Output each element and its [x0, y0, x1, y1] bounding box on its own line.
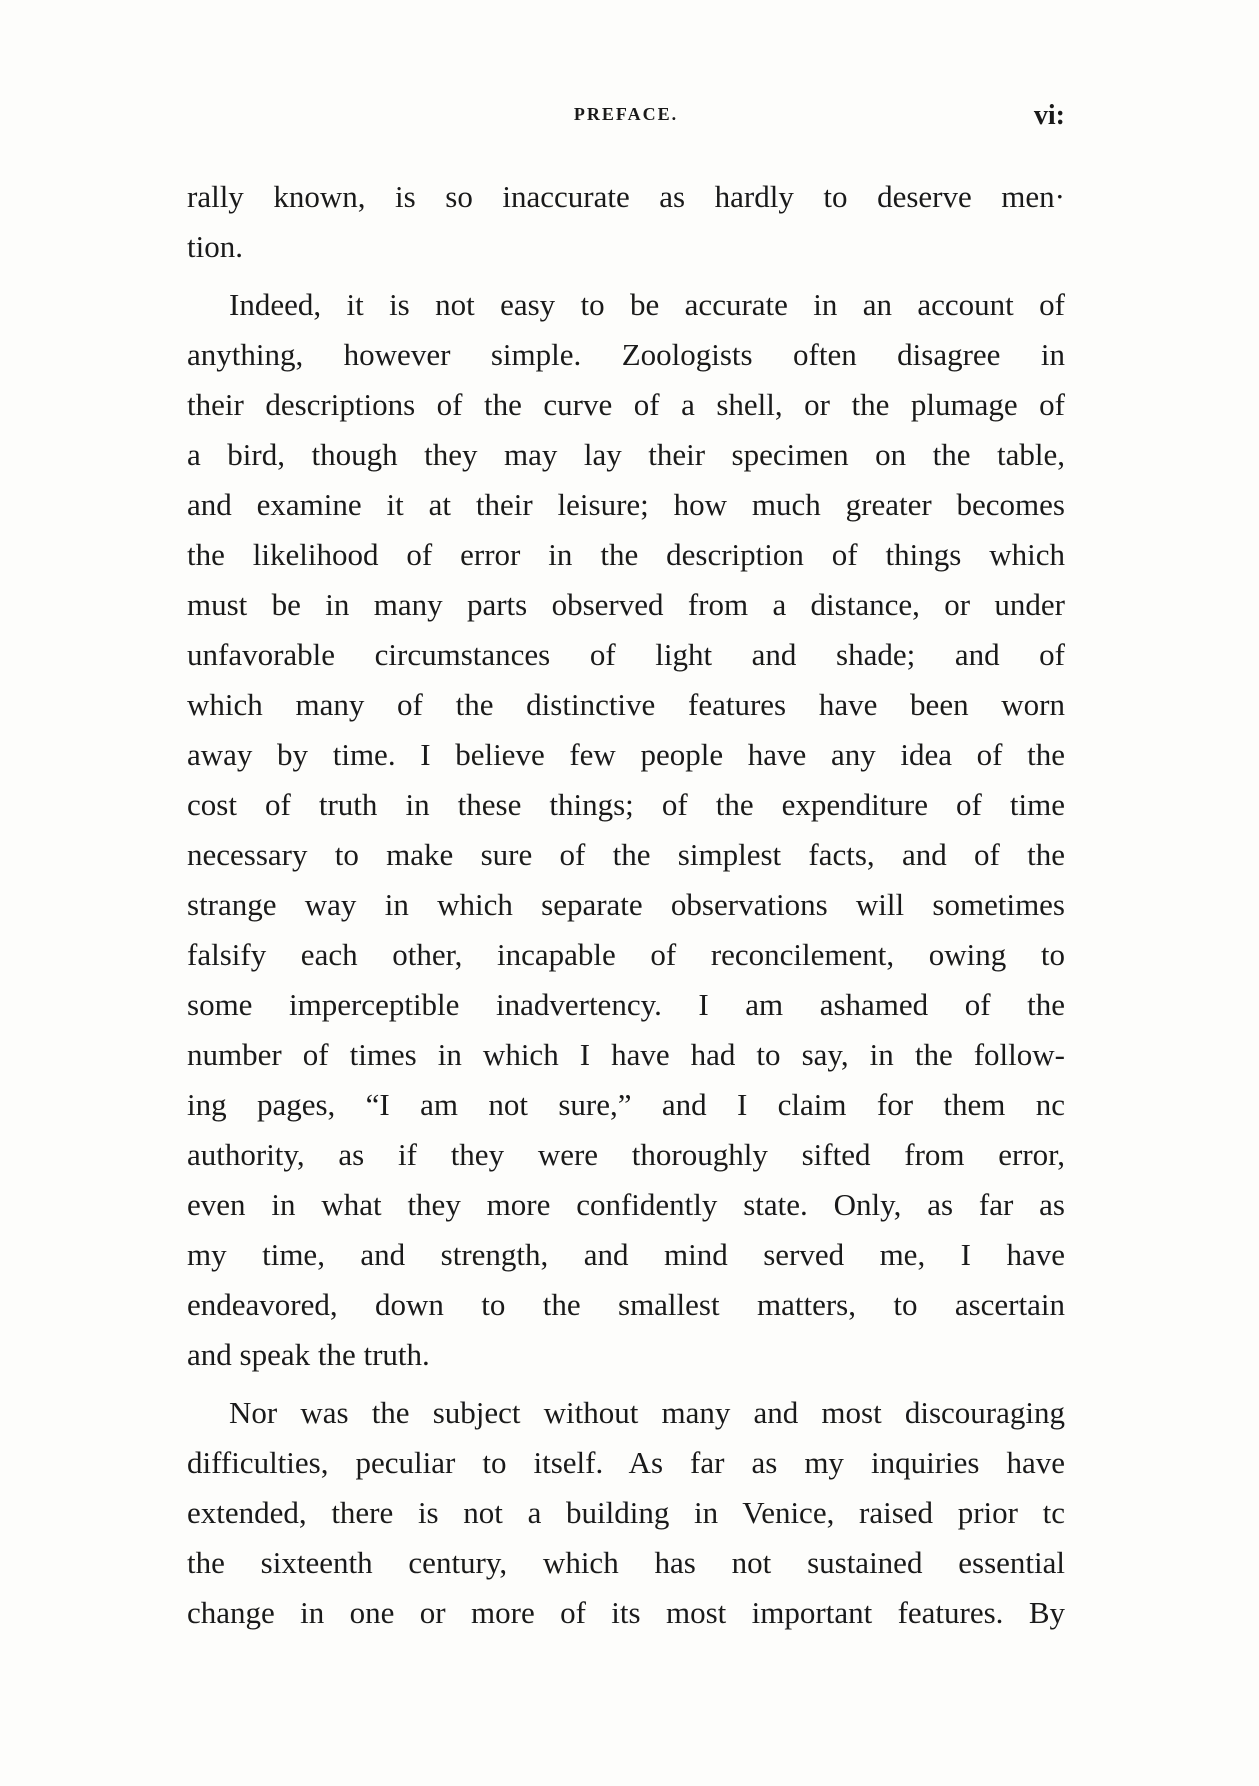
text-line: which many of the distinctive features have been worn	[187, 687, 1065, 722]
text-line: the likelihood of error in the description of things which	[187, 537, 1065, 572]
paragraph-3	[187, 1388, 1065, 1638]
text-line: extended, there is not a building in Venice, raised prior tc	[187, 1495, 1065, 1530]
text-line: necessary to make sure of the simplest facts, and of the	[187, 837, 1065, 872]
text-line: a bird, though they may lay their specimen on the table,	[187, 437, 1065, 472]
text-line: their descriptions of the curve of a shell, or the plumage of	[187, 387, 1065, 422]
text-line: endeavored, down to the smallest matters, to ascertain	[187, 1287, 1065, 1322]
text-line: Nor was the subject without many and most discouraging	[229, 1395, 1065, 1430]
running-title: PREFACE.	[573, 104, 679, 124]
text-line: ing pages, “I am not sure,” and I claim for them nc	[187, 1087, 1065, 1122]
text-line: unfavorable circumstances of light and shade; and of	[187, 637, 1065, 672]
text-line: authority, as if they were thoroughly sifted from error,	[187, 1137, 1065, 1172]
text-line: difficulties, peculiar to itself. As far as my inquiries have	[187, 1445, 1065, 1480]
text-line: falsify each other, incapable of reconcilement, owing to	[187, 937, 1065, 972]
text-line: away by time. I believe few people have any idea of the	[187, 737, 1065, 772]
text-line: change in one or more of its most important features. By	[187, 1595, 1065, 1630]
text-line: the sixteenth century, which has not sustained essential	[187, 1545, 1065, 1580]
body-text	[187, 172, 1065, 1638]
text-line: my time, and strength, and mind served me, I have	[187, 1237, 1065, 1272]
text-line: cost of truth in these things; of the expenditure of time	[187, 787, 1065, 822]
text-line: Indeed, it is not easy to be accurate in an account of	[229, 287, 1065, 322]
page-number: vi:	[1033, 100, 1065, 131]
paragraph-2	[187, 280, 1065, 1380]
running-head	[187, 100, 1065, 140]
text-line: rally known, is so inaccurate as hardly to deserve men·	[187, 179, 1065, 214]
text-line: anything, however simple. Zoologists often disagree in	[187, 337, 1065, 372]
text-line: number of times in which I have had to say, in the follow-	[187, 1037, 1065, 1072]
text-line: even in what they more confidently state. Only, as far as	[187, 1187, 1065, 1222]
text-line: and examine it at their leisure; how much greater becomes	[187, 487, 1065, 522]
text-line: and speak the truth.	[187, 1337, 430, 1372]
text-line: must be in many parts observed from a distance, or under	[187, 587, 1065, 622]
paragraph-1	[187, 172, 1065, 272]
text-line: tion.	[187, 229, 243, 264]
text-line: strange way in which separate observations will sometimes	[187, 887, 1065, 922]
text-line: some imperceptible inadvertency. I am ashamed of the	[187, 987, 1065, 1022]
